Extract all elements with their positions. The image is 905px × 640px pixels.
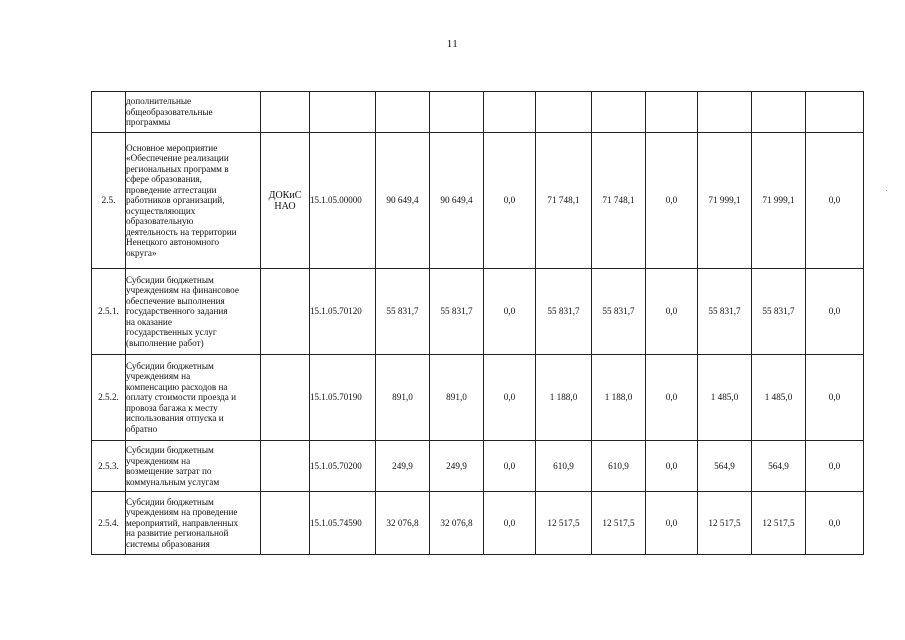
amount-cell: 610,9 (592, 441, 646, 492)
description-line: проведение аттестации (126, 184, 217, 195)
amount-cell: 12 517,5 (752, 492, 806, 555)
amount-cell: 0,0 (646, 492, 698, 555)
table-row (92, 133, 864, 269)
description-line: учреждениям на финансовое (126, 285, 239, 296)
description-line: обеспечение выполнения (126, 295, 225, 306)
description-line: «Обеспечение реализации (126, 153, 229, 164)
budget-code: 15.1.05.00000 (310, 133, 376, 269)
row-number: 2.5.1. (92, 269, 126, 355)
budget-table (91, 91, 864, 555)
amount-cell: 55 831,7 (592, 269, 646, 355)
budget-code: 15.1.05.70200 (310, 441, 376, 492)
amount-cell: 0,0 (646, 133, 698, 269)
amount-cell: 55 831,7 (430, 269, 484, 355)
responsible-org (261, 269, 310, 355)
amount-cell (592, 92, 646, 133)
description-line: (выполнение работ) (126, 337, 204, 348)
amount-cell: 564,9 (698, 441, 752, 492)
amount-cell (752, 92, 806, 133)
description-line: государственного задания (126, 306, 228, 317)
table-row (92, 269, 864, 355)
amount-cell (430, 92, 484, 133)
amount-cell: 0,0 (806, 355, 864, 441)
amount-cell: 0,0 (484, 441, 536, 492)
amount-cell: 249,9 (376, 441, 430, 492)
description-line: возмещение затрат по (126, 466, 212, 476)
amount-cell: 0,0 (806, 441, 864, 492)
amount-cell: 1 485,0 (698, 355, 752, 441)
row-description (126, 441, 261, 492)
amount-cell (536, 92, 592, 133)
amount-cell: 55 831,7 (698, 269, 752, 355)
amount-cell: 12 517,5 (592, 492, 646, 555)
table-body (92, 92, 864, 555)
budget-code: 15.1.05.70120 (310, 269, 376, 355)
description-line: округа» (126, 247, 157, 258)
row-description (126, 492, 261, 555)
amount-cell: 71 999,1 (698, 133, 752, 269)
row-description (126, 92, 261, 133)
amount-cell: 0,0 (646, 269, 698, 355)
description-line: региональных программ в (126, 163, 229, 174)
amount-cell (646, 92, 698, 133)
row-description (126, 355, 261, 441)
description-line: общеобразовательные (126, 106, 213, 117)
amount-cell (698, 92, 752, 133)
page-number: 11 (446, 38, 459, 50)
amount-cell: 0,0 (484, 492, 536, 555)
description-line: Субсидии бюджетным (126, 274, 214, 285)
amount-cell: 0,0 (484, 355, 536, 441)
table-row (92, 441, 864, 492)
amount-cell: 55 831,7 (376, 269, 430, 355)
responsible-org (261, 92, 310, 133)
amount-cell: 0,0 (646, 355, 698, 441)
description-line: обратно (126, 423, 158, 434)
amount-cell: 1 188,0 (592, 355, 646, 441)
amount-cell: 32 076,8 (376, 492, 430, 555)
amount-cell (484, 92, 536, 133)
amount-cell: 0,0 (806, 133, 864, 269)
amount-cell: 32 076,8 (430, 492, 484, 555)
amount-cell: 90 649,4 (430, 133, 484, 269)
description-line: на оказание (126, 316, 172, 327)
responsible-org: ДОКиС НАО (261, 133, 310, 269)
description-line: Субсидии бюджетным (126, 360, 214, 371)
amount-cell: 71 999,1 (752, 133, 806, 269)
amount-cell: 0,0 (484, 269, 536, 355)
amount-cell: 249,9 (430, 441, 484, 492)
table-row (92, 92, 864, 133)
amount-cell: 55 831,7 (752, 269, 806, 355)
scan-mark (886, 190, 887, 191)
description-line: сфере образования, (126, 174, 202, 185)
amount-cell: 0,0 (484, 133, 536, 269)
amount-cell: 90 649,4 (376, 133, 430, 269)
amount-cell: 12 517,5 (698, 492, 752, 555)
row-number: 2.5.3. (92, 441, 126, 492)
table-row (92, 355, 864, 441)
description-line: образовательную (126, 216, 194, 227)
amount-cell: 891,0 (376, 355, 430, 441)
budget-code: 15.1.05.74590 (310, 492, 376, 555)
description-line: Субсидии бюджетным (126, 445, 214, 455)
description-line: мероприятий, направленных (126, 517, 239, 528)
row-number: 2.5. (92, 133, 126, 269)
amount-cell: 610,9 (536, 441, 592, 492)
description-line: осуществляющих (126, 205, 196, 216)
amount-cell: 0,0 (806, 269, 864, 355)
description-line: использования отпуска и (126, 413, 224, 424)
description-line: на развитие региональной (126, 528, 229, 539)
row-number: 2.5.4. (92, 492, 126, 555)
amount-cell: 1 188,0 (536, 355, 592, 441)
row-description (126, 269, 261, 355)
amount-cell (376, 92, 430, 133)
description-line: деятельность на территории (126, 226, 237, 237)
description-line: работников организаций, (126, 195, 225, 206)
description-line: учреждениям на (126, 455, 191, 466)
description-line: государственных услуг (126, 327, 217, 338)
amount-cell: 71 748,1 (536, 133, 592, 269)
amount-cell: 1 485,0 (752, 355, 806, 441)
row-number (92, 92, 126, 133)
description-line: оплату стоимости проезда и (126, 392, 236, 403)
responsible-org (261, 355, 310, 441)
description-line: коммунальным услугам (126, 476, 220, 487)
amount-cell: 0,0 (646, 441, 698, 492)
description-line: Ненецкого автономного (126, 237, 220, 248)
amount-cell: 564,9 (752, 441, 806, 492)
amount-cell: 55 831,7 (536, 269, 592, 355)
description-line: учреждениям на (126, 371, 191, 382)
budget-code (310, 92, 376, 133)
table-row (92, 492, 864, 555)
description-line: провоза багажа к месту (126, 402, 218, 413)
description-line: программы (126, 117, 171, 128)
description-line: компенсацию расходов на (126, 381, 228, 392)
description-line: Субсидии бюджетным (126, 496, 214, 507)
budget-code: 15.1.05.70190 (310, 355, 376, 441)
amount-cell: 71 748,1 (592, 133, 646, 269)
amount-cell: 0,0 (806, 492, 864, 555)
row-number: 2.5.2. (92, 355, 126, 441)
row-description (126, 133, 261, 269)
amount-cell: 891,0 (430, 355, 484, 441)
description-line: системы образования (126, 538, 210, 549)
amount-cell: 12 517,5 (536, 492, 592, 555)
description-line: дополнительные (126, 96, 192, 107)
description-line: учреждениям на проведение (126, 507, 238, 518)
responsible-org (261, 441, 310, 492)
responsible-org (261, 492, 310, 555)
amount-cell (806, 92, 864, 133)
description-line: Основное мероприятие (126, 142, 218, 153)
